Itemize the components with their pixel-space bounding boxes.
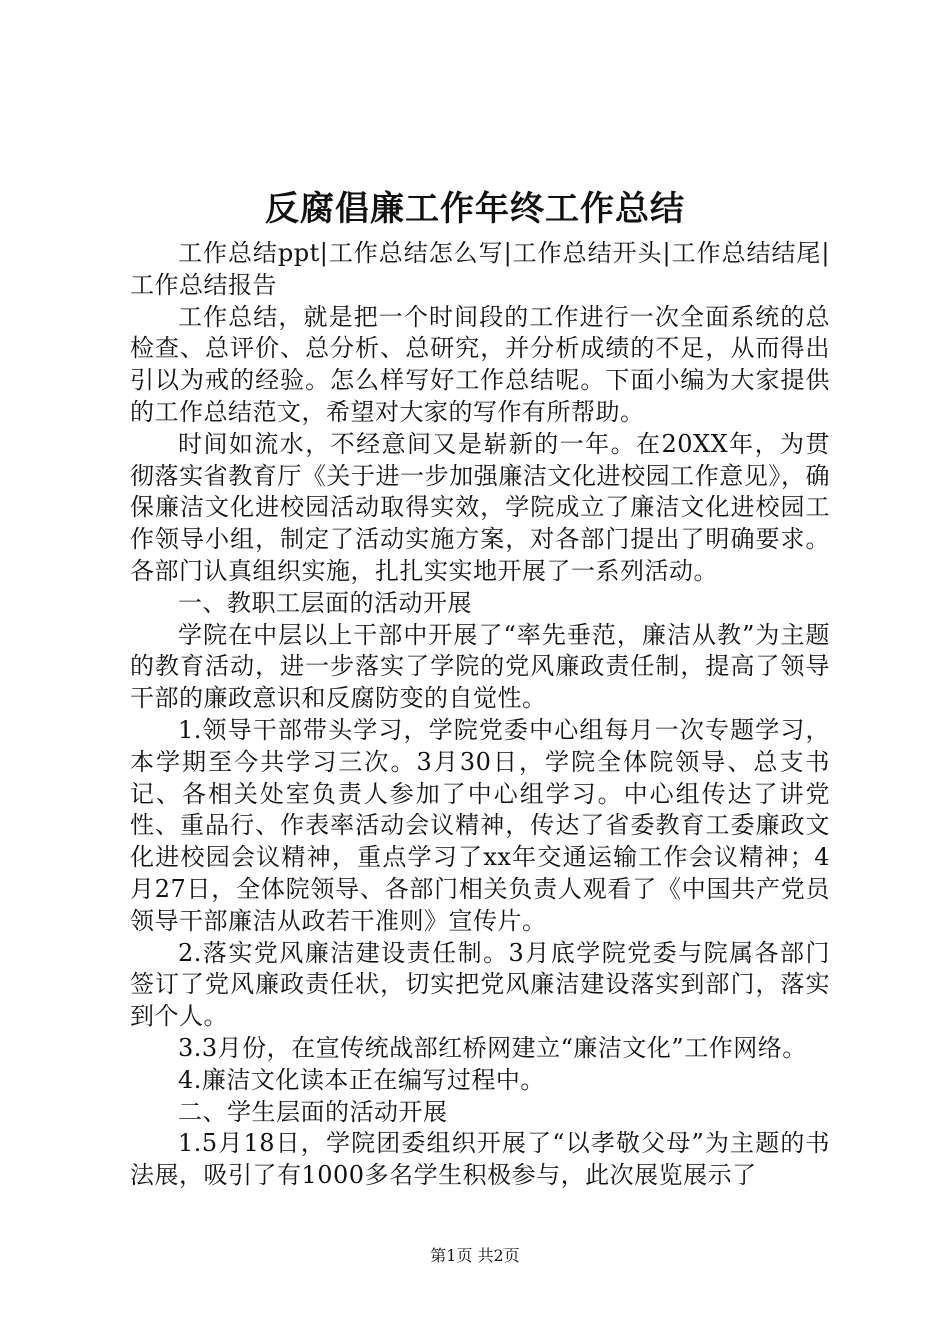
document-body <box>130 238 830 1192</box>
list-item-4: 4.廉洁文化读本正在编写过程中。 <box>178 1065 545 1094</box>
section-heading-students: 二、学生层面的活动开展 <box>178 1097 448 1126</box>
paragraph-intro: 工作总结，就是把一个时间段的工作进行一次全面系统的总检查、总评价、总分析、总研究，并分析成绩的不足，从而得出引以为戒的经验。怎么样写好工作总结呢。下面小编为大家提供的工作总结范文，希望对大家的写作有所帮助。 <box>130 302 830 426</box>
list-item-student-1: 1.5月18日，学院团委组织开展了“以孝敬父母”为主题的书法展，吸引了有1000多名学生积极参与，此次展览展示了 <box>130 1129 830 1190</box>
paragraph-overview: 时间如流水，不经意间又是崭新的一年。在20XX年，为贯彻落实省教育厅《关于进一步加强廉洁文化进校园工作意见》，确保廉洁文化进校园活动取得实效，学院成立了廉洁文化进校园工作领导小组，制定了活动实施方案，对各部门提出了明确要求。各部门认真组织实施，扎扎实实地开展了一系列活动。 <box>130 429 830 585</box>
paragraph-related-links: 工作总结ppt|工作总结怎么写|工作总结开头|工作总结结尾|工作总结报告 <box>130 239 830 299</box>
list-item-3: 3.3月份，在宣传统战部红桥网建立“廉洁文化”工作网络。 <box>178 1033 807 1062</box>
document-title: 反腐倡廉工作年终工作总结 <box>265 189 685 229</box>
list-item-2: 2.落实党风廉洁建设责任制。3月底学院党委与院属各部门签订了党风廉政责任状，切实把党风廉洁建设落实到部门，落实到个人。 <box>130 938 830 1031</box>
list-item-1: 1.领导干部带头学习，学院党委中心组每月一次专题学习，本学期至今共学习三次。3月30日，学院全体院领导、总支书记、各相关处室负责人参加了中心组学习。中心组传达了讲党性、重品行、作表率活动会议精神，传达了省委教育工委廉政文化进校园会议精神，重点学习了xx年交通运输工作会议精神；4月27日，全体院领导、各部门相关负责人观看了《中国共产党员领导干部廉洁从政若干准则》宣传片。 <box>130 715 830 935</box>
paragraph-staff-activities: 学院在中层以上干部中开展了“率先垂范，廉洁从教”为主题的教育活动，进一步落实了学院的党风廉政责任制，提高了领导干部的廉政意识和反腐防变的自觉性。 <box>130 620 830 713</box>
page-number-footer: 第1页 共2页 <box>430 1246 520 1265</box>
section-heading-staff: 一、教职工层面的活动开展 <box>178 588 472 617</box>
